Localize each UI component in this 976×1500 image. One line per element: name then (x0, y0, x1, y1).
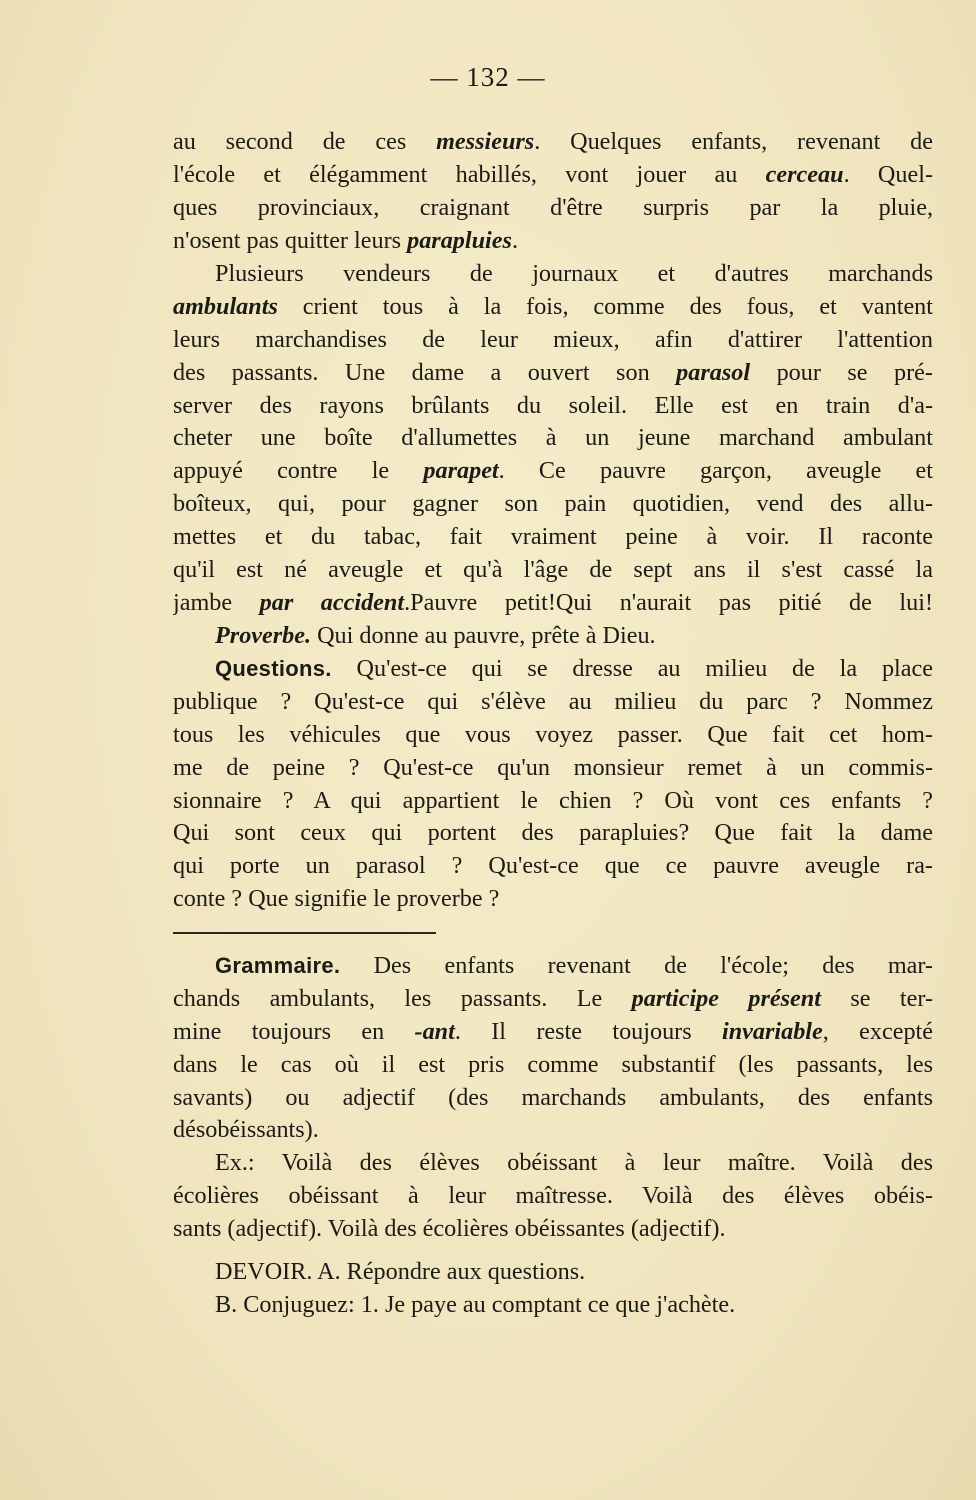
assignment-section (173, 1256, 933, 1322)
text-line: Plusieurs vendeurs de journaux et d'autres marchands (215, 260, 933, 287)
text-line: conte ? Que signifie le proverbe ? (173, 885, 500, 913)
text-line: server des rayons brûlants du soleil. Elle est en train d'a- (173, 391, 933, 419)
text-line: appuyé contre le parapet. Ce pauvre garçon, aveugle et (173, 457, 933, 485)
text-line: DEVOIR. A. Répondre aux questions. (215, 1258, 586, 1285)
text-line: dans le cas où il est pris comme substantif (les passants, les (173, 1050, 933, 1078)
text-line: ambulants crient tous à la fois, comme des fous, et vantent (173, 292, 933, 320)
text-line: cheter une boîte d'allumettes à un jeune marchand ambulant (173, 424, 933, 452)
text-line: leurs marchandises de leur mieux, afin d'attirer l'attention (173, 325, 933, 353)
text-line: sionnaire ? A qui appartient le chien ? Où vont ces enfants ? (173, 786, 933, 814)
text-line: n'osent pas quitter leurs parapluies. (173, 226, 518, 254)
text-line: Proverbe. Qui donne au pauvre, prête à Dieu. (215, 622, 656, 649)
text-line: B. Conjuguez: 1. Je paye au comptant ce que j'achète. (215, 1290, 736, 1318)
grammar-label: Grammaire. (215, 953, 341, 978)
text-line: Qui sont ceux qui portent des parapluies? Que fait la dame (173, 819, 933, 847)
page-number: — 132 — (430, 62, 546, 92)
text-line: sants (adjectif). Voilà des écolières obéissantes (adjectif). (173, 1214, 726, 1242)
text-line: qu'il est né aveugle et qu'à l'âge de sept ans il s'est cassé la (173, 556, 933, 584)
example-section (173, 1147, 933, 1246)
paragraph-1 (173, 126, 933, 258)
text-line: boîteux, qui, pour gagner son pain quotidien, vend des allu- (173, 490, 933, 518)
text-line: mine toujours en -ant. Il reste toujours invariable, excepté (173, 1017, 933, 1045)
text-line: désobéissants). (173, 1116, 319, 1144)
text-line: Ex.: Voilà des élèves obéissant à leur maître. Voilà des (215, 1149, 933, 1176)
text-line: tous les véhicules que vous voyez passer. Que fait cet hom- (173, 720, 933, 748)
text-line: ques provinciaux, craignant d'être surpris par la pluie, (173, 193, 933, 221)
proverb (173, 620, 933, 653)
text-line: chands ambulants, les passants. Le participe présent se ter- (173, 984, 933, 1012)
section-divider (173, 932, 436, 934)
text-line: écolières obéissant à leur maîtresse. Voilà des élèves obéis- (173, 1181, 933, 1209)
grammar-section (173, 950, 933, 1147)
text-line: au second de ces messieurs. Quelques enfants, revenant de (173, 128, 933, 155)
text-line: des passants. Une dame a ouvert son parasol pour se pré- (173, 358, 933, 386)
text-line: l'école et élégamment habillés, vont jouer au cerceau. Quel- (173, 160, 933, 188)
text-line: savants) ou adjectif (des marchands ambulants, des enfants (173, 1083, 933, 1111)
text-line: publique ? Qu'est-ce qui s'élève au milieu du parc ? Nommez (173, 687, 933, 715)
paragraph-2 (173, 258, 933, 620)
text-line: jambe par accident.Pauvre petit!Qui n'aurait pas pitié de lui! (173, 588, 933, 616)
text-line: me de peine ? Qu'est-ce qu'un monsieur remet à un commis- (173, 753, 933, 781)
proverb-label: Proverbe. (215, 622, 312, 649)
questions-section (173, 653, 933, 916)
questions-label: Questions. (215, 656, 332, 681)
text-line: Questions. Qu'est-ce qui se dresse au milieu de la place (215, 655, 933, 682)
text-line: Grammaire. Des enfants revenant de l'école; des mar- (215, 952, 933, 979)
text-line: mettes et du tabac, fait vraiment peine à voir. Il raconte (173, 523, 933, 551)
text-line: qui porte un parasol ? Qu'est-ce que ce pauvre aveugle ra- (173, 852, 933, 880)
